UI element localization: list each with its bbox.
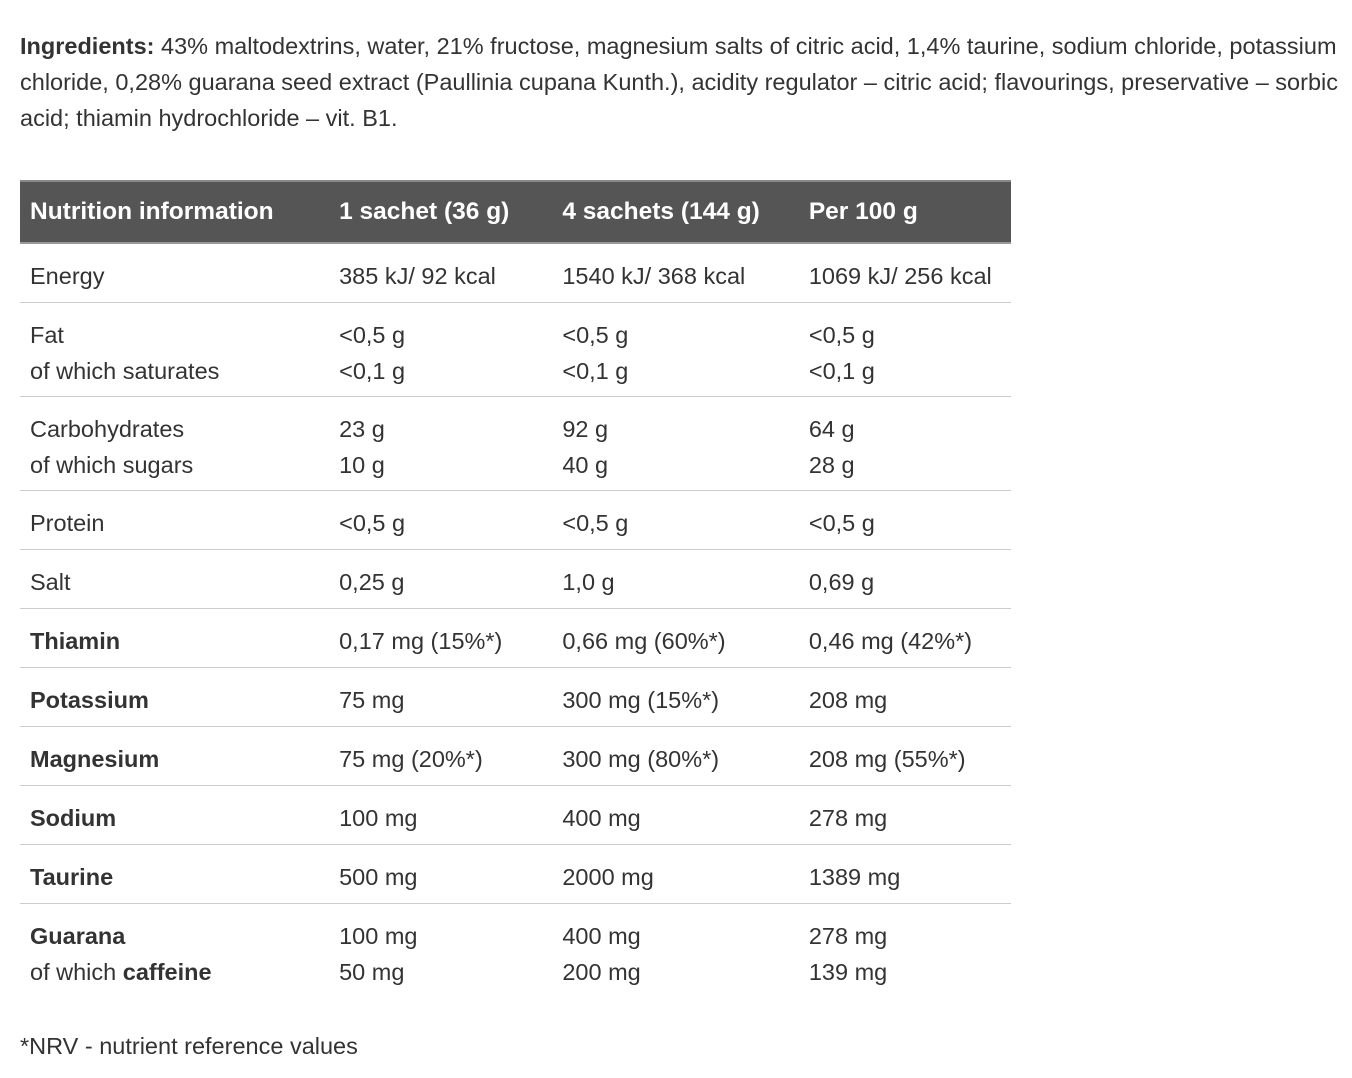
nutrition-table [20, 180, 1011, 997]
table-row-magnesium [20, 727, 1011, 786]
value-1-sachet [329, 550, 552, 609]
value: 75 mg (20%*) [339, 746, 483, 772]
value: 278 mg [808, 805, 888, 831]
header-4-sachets: 4 sachets (144 g) [552, 181, 798, 243]
value-4-sachets [552, 786, 798, 845]
value: 1540 kJ/ 368 kcal [562, 263, 746, 289]
value-4-sachets [552, 609, 798, 668]
subvalue: 10 g [339, 452, 385, 478]
value: 300 mg (80%*) [562, 746, 720, 772]
nutrient-label: Energy [30, 263, 105, 289]
nutrient-name [20, 786, 329, 845]
value: 1069 kJ/ 256 kcal [808, 263, 992, 289]
table-row-taurine [20, 845, 1011, 904]
value-per-100g [799, 727, 1011, 786]
ingredients-list: 43% maltodextrins, water, 21% fructose, magnesium salts of citric acid, 1,4% taurine, sodium chloride, potassium chloride, 0,28% guarana seed extract (Paullinia cupana Kunth.), acidity regulator – citric acid; flavourings, preservative – sorbic acid; thiamin hydrochloride – vit. B1. [20, 33, 1338, 131]
value: 400 mg [562, 805, 641, 831]
value-per-100g [799, 397, 1011, 491]
value-4-sachets [552, 727, 798, 786]
sublabel-caffeine: caffeine [122, 959, 212, 985]
value-per-100g [799, 303, 1011, 397]
value: 385 kJ/ 92 kcal [339, 263, 496, 289]
header-nutrition-information: Nutrition information [20, 181, 329, 243]
value-per-100g [799, 491, 1011, 550]
value: 100 mg [339, 805, 418, 831]
value-4-sachets [552, 904, 798, 998]
nutrient-name [20, 303, 329, 397]
nutrient-name [20, 904, 329, 998]
table-row-sodium [20, 786, 1011, 845]
header-1-sachet: 1 sachet (36 g) [329, 181, 552, 243]
value: 1389 mg [808, 864, 901, 890]
value-1-sachet [329, 609, 552, 668]
table-row-salt [20, 550, 1011, 609]
table-row-energy [20, 243, 1011, 303]
value-1-sachet [329, 243, 552, 303]
subvalue: 200 mg [562, 959, 641, 985]
value-4-sachets [552, 397, 798, 491]
nutrient-name [20, 491, 329, 550]
nutrient-name [20, 727, 329, 786]
table-row-fat [20, 303, 1011, 397]
value: 0,25 g [339, 569, 405, 595]
subvalue: <0,1 g [808, 358, 875, 384]
nutrient-label: Sodium [30, 805, 117, 831]
value: 23 g [339, 416, 385, 442]
value: <0,5 g [808, 510, 875, 536]
value: <0,5 g [562, 322, 629, 348]
value-per-100g [799, 243, 1011, 303]
nutrition-table-header [20, 181, 1011, 243]
value-1-sachet [329, 303, 552, 397]
table-row-thiamin [20, 609, 1011, 668]
value-per-100g [799, 845, 1011, 904]
table-row-guarana [20, 904, 1011, 998]
value-1-sachet [329, 397, 552, 491]
table-row-protein [20, 491, 1011, 550]
value-1-sachet [329, 904, 552, 998]
subvalue: 40 g [562, 452, 609, 478]
nutrient-label: Taurine [30, 864, 114, 890]
value-per-100g [799, 550, 1011, 609]
header-row [20, 181, 1011, 243]
value-4-sachets [552, 668, 798, 727]
value: 208 mg (55%*) [808, 746, 966, 772]
nutrition-table-body [20, 243, 1011, 997]
value: 208 mg [808, 687, 888, 713]
value-1-sachet [329, 668, 552, 727]
value: 64 g [808, 416, 855, 442]
value: 100 mg [339, 923, 418, 949]
value: <0,5 g [562, 510, 629, 536]
nutrient-label: Potassium [30, 687, 149, 713]
nutrient-name [20, 845, 329, 904]
subvalue: 50 mg [339, 959, 405, 985]
nrv-footnote: *NRV - nutrient reference values [20, 1033, 358, 1059]
value-1-sachet [329, 786, 552, 845]
value-4-sachets [552, 303, 798, 397]
value: 1,0 g [562, 569, 615, 595]
nutrient-label: Thiamin [30, 628, 121, 654]
subvalue: 139 mg [808, 959, 888, 985]
value: <0,5 g [339, 510, 406, 536]
value-per-100g [799, 904, 1011, 998]
subvalue: <0,1 g [562, 358, 629, 384]
nutrient-sublabel [30, 954, 329, 990]
nutrient-name [20, 397, 329, 491]
value-4-sachets [552, 243, 798, 303]
value: 0,17 mg (15%*) [339, 628, 503, 654]
value-4-sachets [552, 491, 798, 550]
nutrient-name [20, 609, 329, 668]
value: 500 mg [339, 864, 418, 890]
value-1-sachet [329, 727, 552, 786]
table-row-potassium [20, 668, 1011, 727]
value: 2000 mg [562, 864, 654, 890]
value-4-sachets [552, 550, 798, 609]
subvalue: 28 g [808, 452, 855, 478]
value-1-sachet [329, 491, 552, 550]
nutrient-name [20, 550, 329, 609]
nutrient-label: Magnesium [30, 746, 160, 772]
header-per-100g: Per 100 g [799, 181, 1011, 243]
nutrient-label: Fat [30, 322, 64, 348]
nutrient-name [20, 668, 329, 727]
ingredients-text [20, 28, 1340, 136]
sublabel-prefix: of which [30, 959, 123, 985]
value-per-100g [799, 668, 1011, 727]
value: 0,66 mg (60%*) [562, 628, 726, 654]
value-1-sachet [329, 845, 552, 904]
table-row-carbohydrates [20, 397, 1011, 491]
nutrient-label: Protein [30, 510, 105, 536]
value: 300 mg (15%*) [562, 687, 720, 713]
value: 400 mg [562, 923, 641, 949]
nutrient-sublabel: of which saturates [30, 358, 220, 384]
value: 0,69 g [808, 569, 875, 595]
subvalue: <0,1 g [339, 358, 406, 384]
nutrient-sublabel: of which sugars [30, 452, 194, 478]
value-per-100g [799, 609, 1011, 668]
value: <0,5 g [339, 322, 406, 348]
value: 75 mg [339, 687, 405, 713]
ingredients-label: Ingredients: [20, 33, 155, 59]
value: 278 mg [808, 923, 888, 949]
value-4-sachets [552, 845, 798, 904]
nutrient-label: Guarana [30, 923, 126, 949]
value: 0,46 mg (42%*) [808, 628, 973, 654]
value: 92 g [562, 416, 609, 442]
value-per-100g [799, 786, 1011, 845]
value: <0,5 g [808, 322, 875, 348]
nutrient-label: Salt [30, 569, 71, 595]
nutrient-label: Carbohydrates [30, 416, 185, 442]
nutrient-name [20, 243, 329, 303]
